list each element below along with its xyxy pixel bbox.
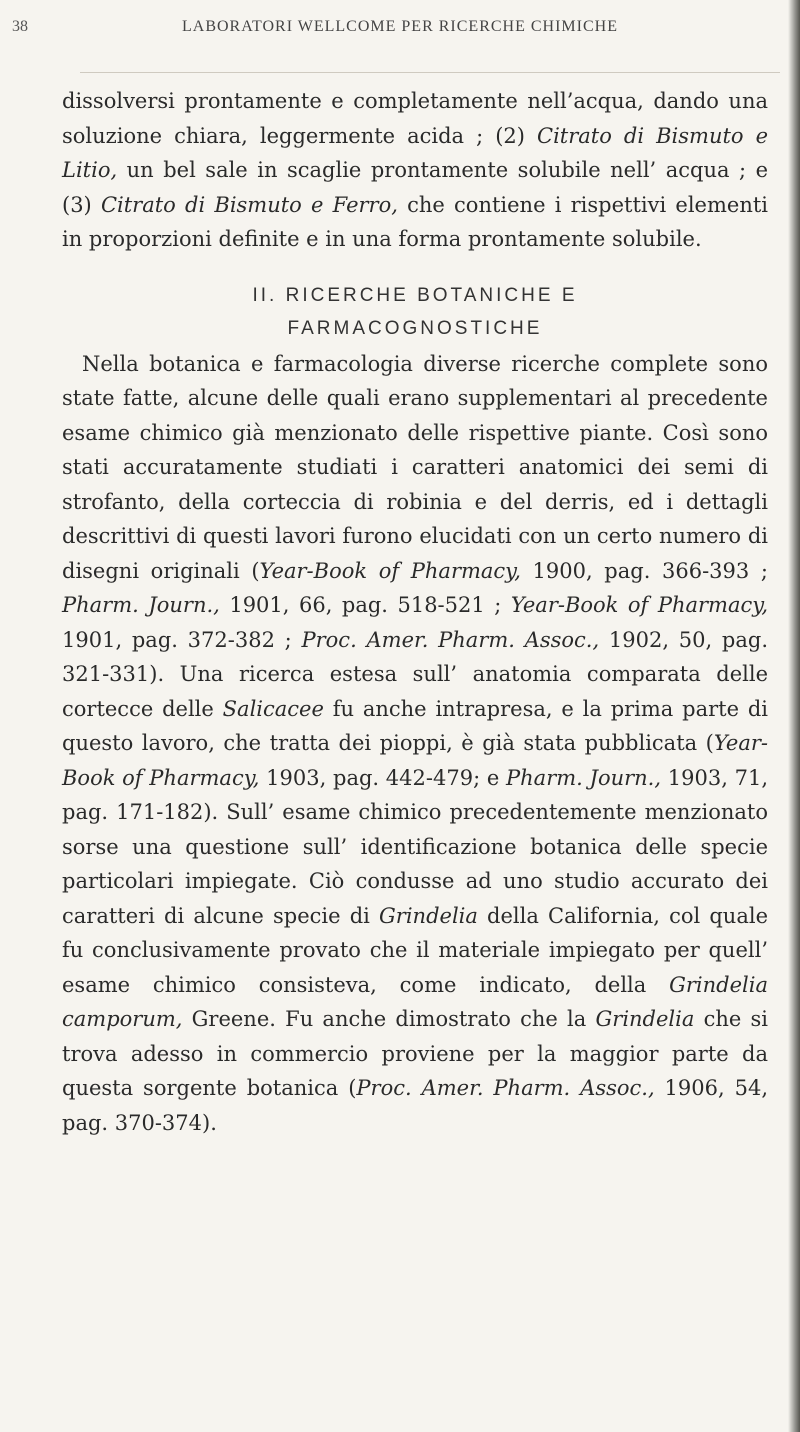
text-segment: 1901, 66, pag. 518-521 ; bbox=[219, 593, 511, 617]
italic-citation: Pharm. Journ., bbox=[62, 593, 220, 617]
italic-citrato-bismuto-litio: Citrato di Bismuto e Litio, bbox=[62, 123, 769, 182]
header-rule bbox=[80, 72, 780, 73]
text-segment: fu anche intrapresa, e la prima parte di questo lavoro, che tratta dei pioppi, è già stata pubblicata ( bbox=[62, 696, 769, 755]
italic-taxon: Grindelia bbox=[379, 903, 478, 928]
text-segment: un bel sale in scaglie prontamente solubile nell’ acqua ; e (3) bbox=[62, 158, 768, 217]
text-segment: che si trova adesso in commercio proviene per la maggior parte da questa sorgente botanica ( bbox=[62, 1007, 768, 1100]
italic-citation: Year-Book of Pharmacy, bbox=[510, 593, 769, 617]
page-header bbox=[0, 14, 800, 54]
paragraph-citrati bbox=[62, 84, 768, 257]
text-segment: 1900, pag. 366-393 ; bbox=[520, 558, 768, 583]
italic-taxon: Grindelia bbox=[595, 1007, 695, 1031]
text-segment: 1902, 50, pag. 321-331). Una ricerca estesa sull’ anatomia comparata delle cortecce delle bbox=[62, 627, 768, 721]
text-segment: 1906, 54, pag. 370-374). bbox=[62, 1076, 768, 1135]
section-heading-line1: II. RICERCHE BOTANICHE E bbox=[252, 284, 578, 306]
page-number: 38 bbox=[12, 18, 28, 35]
italic-citrato-bismuto-ferro: Citrato di Bismuto e Ferro, bbox=[100, 192, 398, 217]
text-segment: 1903, pag. 442-479; e bbox=[259, 765, 507, 790]
italic-citation: Proc. Amer. Pharm. Assoc., bbox=[356, 1076, 655, 1100]
text-segment: Greene. Fu anche dimostrato che la bbox=[182, 1007, 596, 1031]
section-heading bbox=[62, 279, 768, 345]
running-head: LABORATORI WELLCOME PER RICERCHE CHIMICHE bbox=[182, 18, 618, 35]
section-heading-line2: FARMACOGNOSTICHE bbox=[287, 317, 543, 339]
page-edge-shadow bbox=[788, 0, 800, 1432]
italic-taxon: Salicacee bbox=[222, 696, 324, 721]
text-segment: che contiene i rispettivi elementi in proporzioni definite e in una forma prontamente solubile. bbox=[62, 192, 769, 251]
text-segment: della California, col quale fu conclusivamente provato che il materiale impiegato per quell’ esame chimico consisteva, come indicato, della bbox=[62, 903, 768, 997]
italic-citation: Pharm. Journ., bbox=[506, 765, 662, 790]
paragraph-ricerche-botaniche bbox=[62, 347, 768, 1141]
text-segment: dissolversi prontamente e completamente nell’acqua, dando una soluzione chiara, leggermente acida ; (2) bbox=[62, 89, 768, 148]
page-body bbox=[62, 84, 768, 1140]
text-segment: 1903, 71, pag. 171-182). Sull’ esame chimico precedentemente menzionato sorse una questione sull’ identificazione botanica delle specie particolari impiegate. Ciò condusse ad uno studio accurato dei caratteri di alcune specie di bbox=[62, 765, 768, 928]
italic-citation: Proc. Amer. Pharm. Assoc., bbox=[301, 627, 600, 652]
italic-citation: Year-Book of Pharmacy, bbox=[259, 558, 521, 583]
text-segment: Nella botanica e farmacologia diverse ricerche complete sono state fatte, alcune delle quali erano supplementari al precedente esame chimico già menzionato delle rispettive piante. Così sono stati accuratamente studiati i caratteri anatomici dei semi di strofanto, della corteccia di robinia e del derris, ed i dettagli descrittivi di questi lavori furono elucidati con un certo numero di disegni originali ( bbox=[62, 351, 768, 583]
italic-citation: Year-Book of Pharmacy, bbox=[62, 731, 768, 790]
text-segment: 1901, pag. 372-382 ; bbox=[62, 627, 302, 652]
italic-taxon: Grindelia camporum, bbox=[62, 972, 768, 1031]
